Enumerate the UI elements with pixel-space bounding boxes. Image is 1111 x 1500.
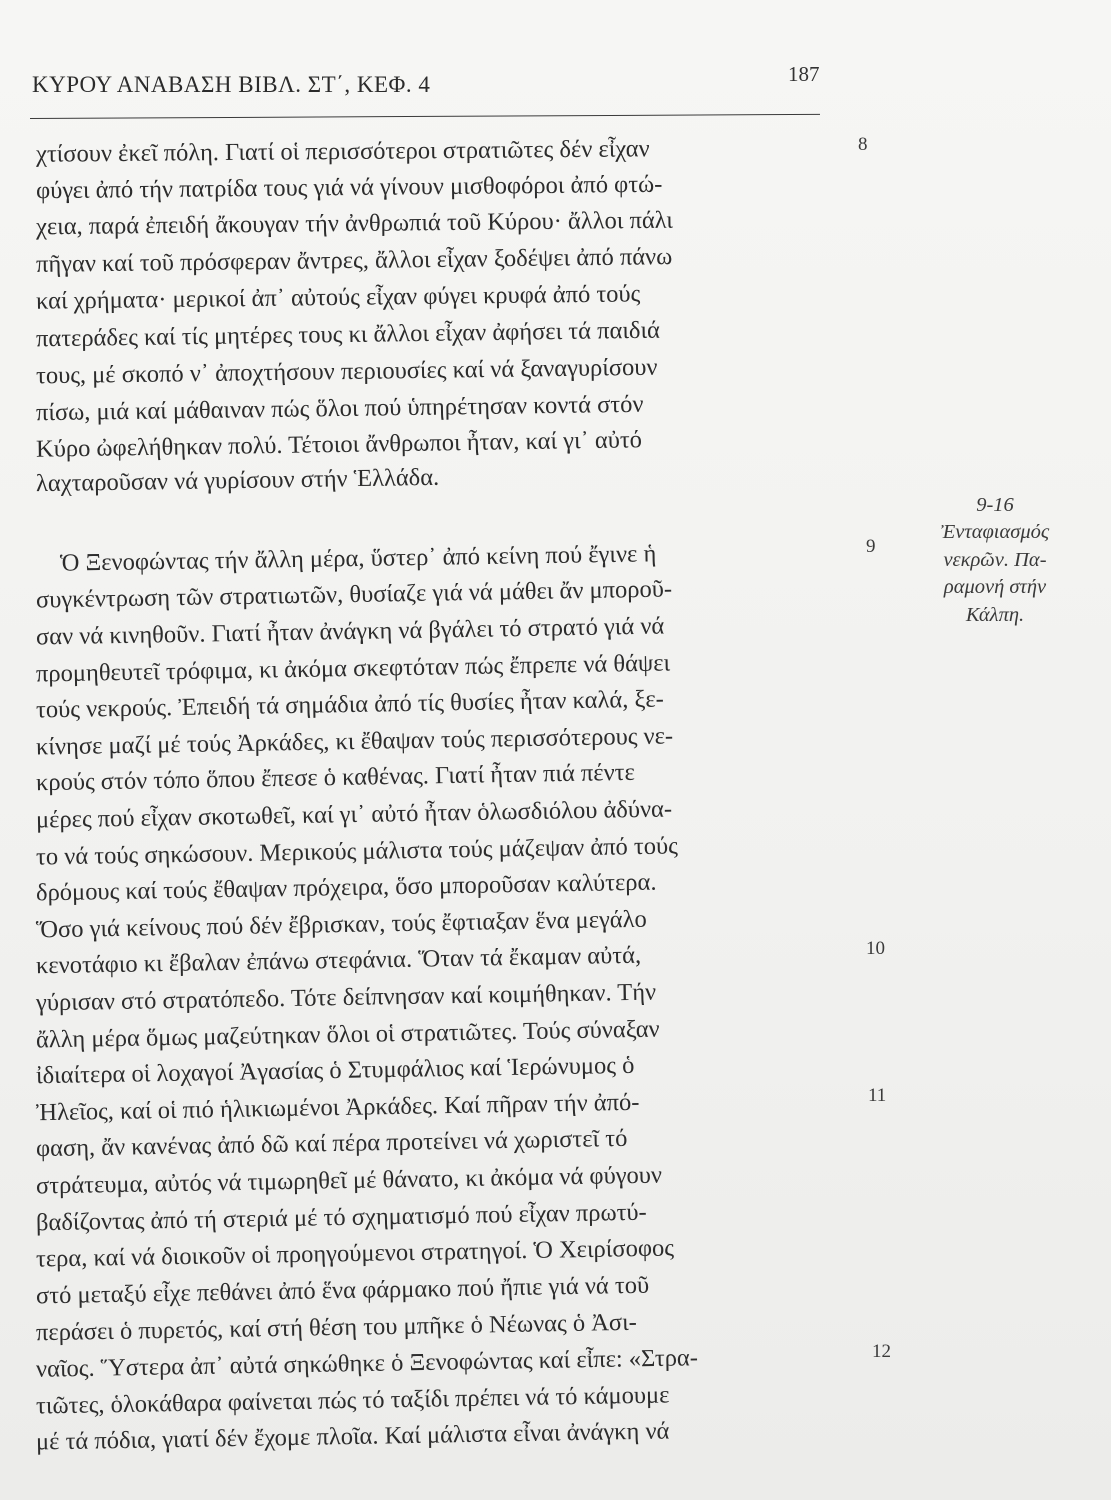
header-rule: [30, 114, 820, 119]
text-line: φύγει ἀπό τήν πατρίδα τους γιά νά γίνουν μισθοφόροι ἀπό φτώ-: [35, 170, 663, 205]
text-line: στό μεταξύ εἶχε πεθάνει ἀπό ἕνα φάρμακο πού ἤπιε γιά νά τοῦ: [35, 1271, 650, 1310]
page-number: 187: [788, 62, 820, 86]
section-number: 10: [866, 938, 885, 959]
text-line: ναῖος. Ὕστερα ἀπ᾿ αὐτά σηκώθηκε ὁ Ξενοφώντας καί εἶπε: «Στρα-: [35, 1344, 699, 1383]
text-line: βαδίζοντας ἀπό τή στεριά μέ τό σχηματισμό πού εἶχαν πρωτύ-: [35, 1198, 647, 1237]
text-line: τιῶτες, ὁλοκάθαρα φαίνεται πώς τό ταξίδι πρέπει νά τό κάμουμε: [35, 1381, 670, 1420]
running-header-title: ΚΥΡΟΥ ΑΝΑΒΑΣΗ ΒΙΒΛ. ΣΤ΄, ΚΕΦ. 4: [32, 72, 431, 97]
section-number: 9: [866, 536, 876, 557]
text-line: χτίσουν ἐκεῖ πόλη. Γιατί οἱ περισσότεροι στρατιῶτες δέν εἶχαν: [35, 135, 650, 168]
text-line: το νά τούς σηκώσουν. Μερικούς μάλιστα τούς μάζεψαν ἀπό τούς: [35, 832, 679, 871]
text-line: Ἠλεῖος, καί οἱ πιό ἡλικιωμένοι Ἀρκάδες. Καί πῆραν τήν ἀπό-: [35, 1088, 640, 1127]
text-line: πίσω, μιά καί μάθαιναν πώς ὅλοι πού ὑπηρέτησαν κοντά στόν: [35, 390, 644, 427]
section-number: 11: [868, 1085, 887, 1106]
text-line: κενοτάφιο κι ἔβαλαν ἐπάνω στεφάνια. Ὅταν τά ἔκαμαν αὐτά,: [35, 941, 642, 980]
text-line: προμηθευτεῖ τρόφιμα, κι ἀκόμα σκεφτόταν πώς ἔπρεπε νά θάψει: [35, 649, 671, 688]
text-line: μέρες πού εἶχαν σκοτωθεῖ, καί γι᾿ αὐτό ἦταν ὁλωσδιόλου ἀδύνα-: [35, 795, 673, 834]
text-line: φαση, ἄν κανένας ἀπό δῶ καί πέρα προτείνει νά χωριστεῖ τό: [35, 1124, 628, 1163]
text-line: πατεράδες καί τίς μητέρες τους κι ἄλλοι εἶχαν ἀφήσει τά παιδιά: [35, 316, 661, 353]
text-line: Κύρο ὠφελήθηκαν πολύ. Τέτοιοι ἄνθρωποι ἦταν, καί γι᾿ αὐτό: [35, 426, 643, 463]
text-line: πῆγαν καί τοῦ πρόσφεραν ἄντρες, ἄλλοι εἶχαν ξοδέψει ἀπό πάνω: [35, 243, 673, 278]
section-number: 12: [872, 1341, 891, 1362]
text-line: Ὁ Ξενοφώντας τήν ἄλλη μέρα, ὕστερ᾿ ἀπό κείνη πού ἔγινε ἡ: [59, 540, 657, 577]
text-line: ἰδιαίτερα οἱ λοχαγοί Ἀγασίας ὁ Στυμφάλιος καί Ἱερώνυμος ὁ: [35, 1051, 635, 1090]
text-line: σαν νά κινηθοῦν. Γιατί ἦταν ἀνάγκη νά βγάλει τό στρατό γιά νά: [35, 612, 665, 651]
text-line: στράτευμα, αὐτός νά τιμωρηθεῖ μέ θάνατο, κι ἀκόμα νά φύγουν: [35, 1161, 663, 1200]
text-line: κίνησε μαζί μέ τούς Ἀρκάδες, κι ἔθαψαν τούς περισσότερους νε-: [35, 722, 674, 761]
text-line: περάσει ὁ πυρετός, καί στή θέση του μπῆκε ὁ Νέωνας ὁ Ἀσι-: [35, 1308, 638, 1347]
text-line: χεια, παρά ἐπειδή ἄκουγαν τήν ἀνθρωπιά τοῦ Κύρου· ἄλλοι πάλι: [35, 206, 674, 241]
margin-note-range: 9-16: [976, 494, 1014, 516]
margin-note-line: ραμονή στήν: [943, 576, 1047, 599]
text-line: καί χρήματα· μερικοί ἀπ᾿ αὐτούς εἶχαν φύγει κρυφά ἀπό τούς: [35, 280, 641, 315]
text-line: τερα, καί νά διοικοῦν οἱ προηγούμενοι στρατηγοί. Ὁ Χειρίσοφος: [35, 1234, 675, 1273]
text-line: ἄλλη μέρα ὅμως μαζεύτηκαν ὅλοι οἱ στρατιῶτες. Τούς σύναξαν: [35, 1015, 660, 1054]
text-line: δρόμους καί τούς ἔθαψαν πρόχειρα, ὅσο μποροῦσαν καλύτερα.: [35, 868, 657, 907]
text-line: Ὅσο γιά κείνους πού δέν ἔβρισκαν, τούς ἔφτιαξαν ἕνα μεγάλο: [35, 905, 648, 944]
margin-note: [895, 492, 1095, 629]
text-line: λαχταροῦσαν νά γυρίσουν στήν Ἑλλάδα.: [35, 463, 440, 498]
margin-note-line: Ἐνταφιασμός: [940, 521, 1050, 544]
text-line: τους, μέ σκοπό ν᾿ ἀποχτήσουν περιουσίες καί νά ξαναγυρίσουν: [35, 353, 658, 390]
text-line: γύρισαν στό στρατόπεδο. Τότε δείπνησαν καί κοιμήθηκαν. Τήν: [35, 978, 657, 1017]
section-number: 8: [858, 134, 868, 155]
text-line: κρούς στόν τόπο ὅπου ἔπεσε ὁ καθένας. Γιατί ἦταν πιά πέντε: [35, 758, 636, 797]
margin-note-line: νεκρῶν. Πα-: [943, 548, 1047, 571]
margin-note-line: Κάλπη.: [965, 603, 1025, 626]
text-line: μέ τά πόδια, γιατί δέν ἔχομε πλοῖα. Καί μάλιστα εἶναι ἀνάγκη νά: [35, 1417, 670, 1456]
text-line: συγκέντρωση τῶν στρατιωτῶν, θυσίαζε γιά νά μάθει ἄν μποροῦ-: [35, 575, 673, 614]
text-line: τούς νεκρούς. Ἐπειδή τά σημάδια ἀπό τίς θυσίες ἦταν καλά, ξε-: [35, 685, 665, 724]
